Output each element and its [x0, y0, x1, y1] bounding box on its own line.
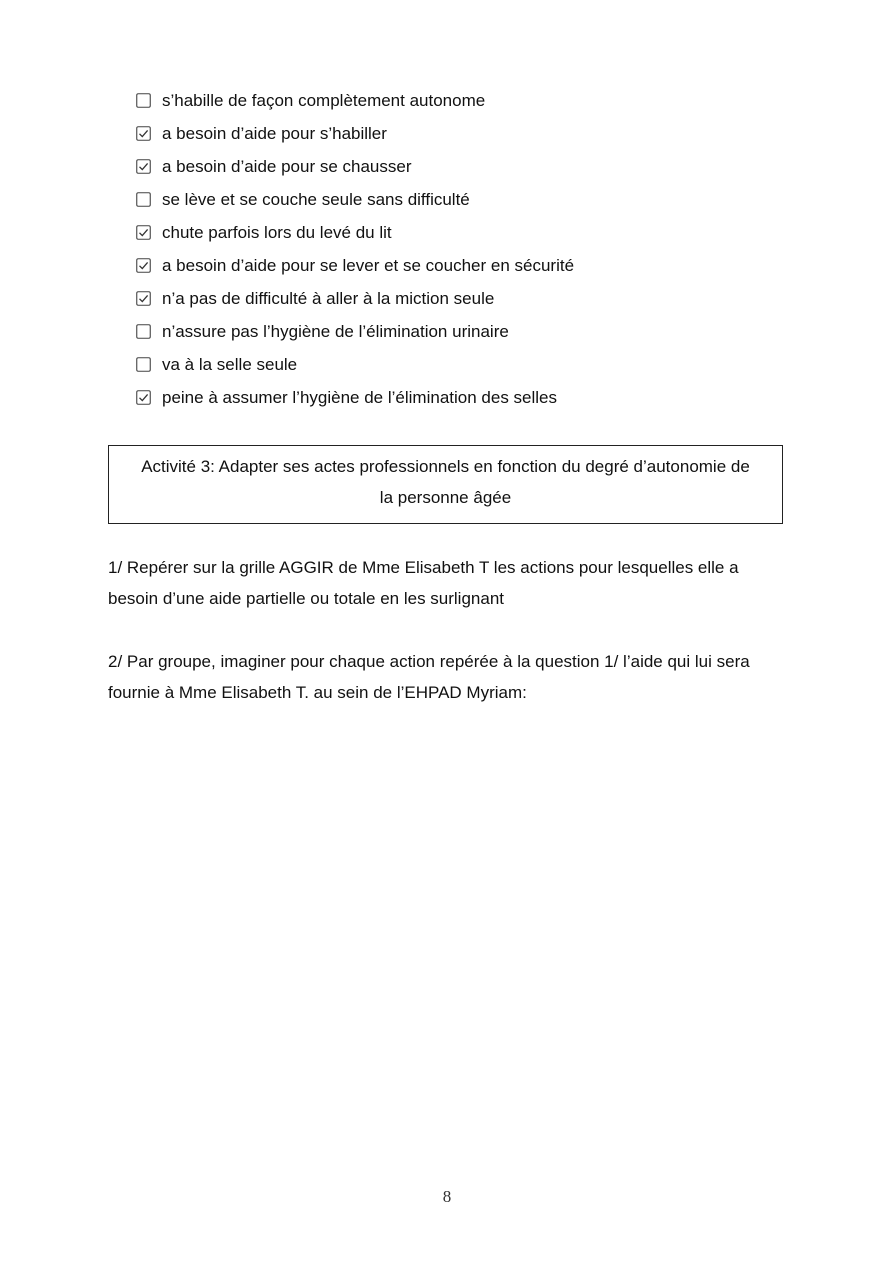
checklist-item-label: a besoin d’aide pour s’habiller	[162, 123, 387, 143]
question-2: 2/ Par groupe, imaginer pour chaque action repérée à la question 1/ l’aide qui lui sera fournie à Mme Elisabeth T. au sein de l’EHPAD Myriam:	[108, 652, 750, 702]
checklist-item	[136, 282, 574, 315]
page-number: 8	[442, 1187, 452, 1206]
activity-title-line-2: la personne âgée	[379, 488, 512, 507]
checklist-item-label: a besoin d’aide pour se chausser	[162, 156, 412, 176]
checklist-item	[136, 381, 574, 414]
checklist	[136, 84, 574, 414]
checklist-item	[136, 183, 574, 216]
checked-checkbox-icon[interactable]	[136, 225, 151, 240]
unchecked-checkbox-icon[interactable]	[136, 357, 151, 372]
checklist-item-label: s’habille de façon complètement autonome	[162, 90, 486, 110]
checklist-item-label: a besoin d’aide pour se lever et se coucher en sécurité	[162, 255, 575, 275]
checklist-item-label: chute parfois lors du levé du lit	[162, 222, 392, 242]
checked-checkbox-icon[interactable]	[136, 291, 151, 306]
checklist-item	[136, 117, 574, 150]
checked-checkbox-icon[interactable]	[136, 390, 151, 405]
checklist-item	[136, 84, 574, 117]
unchecked-checkbox-icon[interactable]	[136, 93, 151, 108]
checklist-item-label: va à la selle seule	[162, 354, 298, 374]
question-1: 1/ Repérer sur la grille AGGIR de Mme Elisabeth T les actions pour lesquelles elle a besoin d’une aide partielle ou totale en les surlignant	[108, 558, 739, 608]
checked-checkbox-icon[interactable]	[136, 159, 151, 174]
checklist-item	[136, 249, 574, 282]
activity-title-line-1: Activité 3: Adapter ses actes professionnels en fonction du degré d’autonomie de	[141, 457, 750, 476]
checklist-item-label: peine à assumer l’hygiène de l’élimination des selles	[162, 387, 558, 407]
checked-checkbox-icon[interactable]	[136, 126, 151, 141]
checklist-item	[136, 216, 574, 249]
checklist-item-label: n’assure pas l’hygiène de l’élimination urinaire	[162, 321, 509, 341]
checklist-item	[136, 150, 574, 183]
activity-title-box	[108, 445, 783, 524]
checklist-item	[136, 348, 574, 381]
unchecked-checkbox-icon[interactable]	[136, 192, 151, 207]
checklist-item-label: n’a pas de difficulté à aller à la miction seule	[162, 288, 495, 308]
checklist-item	[136, 315, 574, 348]
checked-checkbox-icon[interactable]	[136, 258, 151, 273]
checklist-item-label: se lève et se couche seule sans difficulté	[162, 189, 470, 209]
unchecked-checkbox-icon[interactable]	[136, 324, 151, 339]
